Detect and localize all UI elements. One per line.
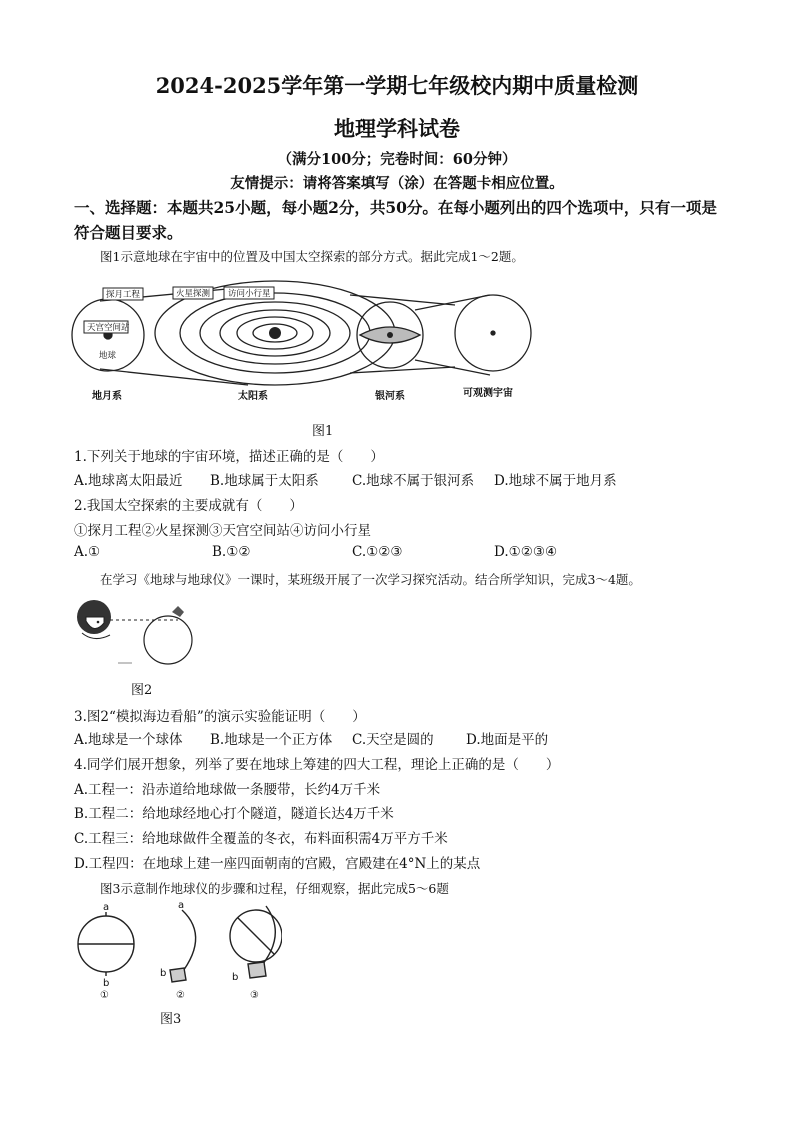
step2-label-a: a (178, 900, 185, 911)
figure-2-diagram (72, 595, 202, 667)
q1-option-a: A.地球离太阳最近 (74, 473, 183, 489)
q3-option-b: B.地球是一个正方体 (210, 732, 333, 748)
exam-title: 2024-2025学年第一学期七年级校内期中质量检测 (155, 73, 639, 98)
q3-stem: 3.图2“模拟海边看船”的演示实验能证明（ ） (74, 709, 366, 725)
q1-option-d: D.地球不属于地月系 (494, 473, 617, 489)
q3-option-d: D.地面是平的 (466, 732, 549, 748)
step1-number: ① (100, 990, 109, 1000)
q4-stem: 4.同学们展开想象，列举了要在地球上筹建的四大工程，理论上正确的是（ ） (74, 757, 560, 773)
fig2-caption: 图2 (131, 683, 153, 698)
q2-stem: 2.我国太空探索的主要成就有（ ） (74, 498, 303, 514)
q2-option-c: C.①②③ (352, 544, 403, 560)
q4-option-b: B.工程二：给地球经地心打个隧道，隧道长达4万千米 (74, 806, 394, 822)
step3-number: ③ (250, 990, 259, 1000)
q3-option-c: C.天空是圆的 (352, 732, 434, 748)
figure-3-diagram (72, 898, 282, 1000)
q4-option-c: C.工程三：给地球做件全覆盖的冬衣，布料面积需4万平方千米 (74, 831, 448, 847)
label-asteroid: 访问小行星 (228, 289, 271, 299)
q2-option-d: D.①②③④ (494, 544, 558, 560)
label-moon-project: 探月工程 (106, 290, 141, 300)
q1-option-c: C.地球不属于银河系 (352, 473, 475, 489)
fig1-caption: 图1 (312, 424, 334, 439)
q2-items: ①探月工程②火星探测③天宫空间站④访问小行星 (74, 523, 371, 539)
step1-label-a: a (103, 902, 110, 913)
fig3-intro: 图3示意制作地球仪的步骤和过程，仔细观察，据此完成5～6题 (100, 881, 449, 896)
fig2-intro: 在学习《地球与地球仪》一课时，某班级开展了一次学习探究活动。结合所学知识，完成3～4题。 (100, 572, 641, 587)
figure-1-diagram (70, 275, 540, 405)
label-earth-moon-system: 地月系 (92, 391, 122, 402)
label-galaxy: 银河系 (375, 391, 405, 402)
q4-option-a: A.工程一：沿赤道给地球做一条腰带，长约4万千米 (74, 782, 381, 798)
step2-label-b: b (160, 968, 167, 979)
q2-option-a: A.① (74, 544, 101, 560)
fig1-intro: 图1示意地球在宇宙中的位置及中国太空探索的部分方式。据此完成1～2题。 (100, 249, 524, 264)
section-heading: 一、选择题：本题共25小题，每小题2分，共50分。在每小题列出的四个选项中，只有一项是符合题目要求。 (74, 198, 717, 242)
q1-stem: 1.下列关于地球的宇宙环境，描述正确的是（ ） (74, 449, 384, 465)
label-space-station: 天宫空间站 (87, 323, 130, 333)
q3-option-a: A.地球是一个球体 (74, 732, 183, 748)
q4-option-d: D.工程四：在地球上建一座四面朝南的宫殿，宫殿建在4°N上的某点 (74, 856, 481, 872)
sun-dot (269, 327, 281, 339)
label-solar-system: 太阳系 (238, 391, 268, 402)
step3-label-b: b (232, 972, 239, 983)
subject-title: 地理学科试卷 (334, 116, 460, 141)
q1-option-b: B.地球属于太阳系 (210, 473, 319, 489)
fig3-caption: 图3 (160, 1012, 182, 1027)
label-earth: 地球 (99, 351, 117, 361)
ship-icon (172, 606, 184, 617)
exam-info: （满分100分；完卷时间：60分钟） (277, 151, 517, 168)
globe-circle (144, 616, 192, 664)
step1-label-b: b (103, 978, 110, 989)
label-mars: 火星探测 (176, 289, 211, 299)
step2-number: ② (176, 990, 185, 1000)
friendly-tip: 友情提示：请将答案填写（涂）在答题卡相应位置。 (230, 175, 564, 192)
label-observable-universe: 可观测宇宙 (463, 388, 513, 399)
q2-option-b: B.①② (212, 544, 251, 560)
